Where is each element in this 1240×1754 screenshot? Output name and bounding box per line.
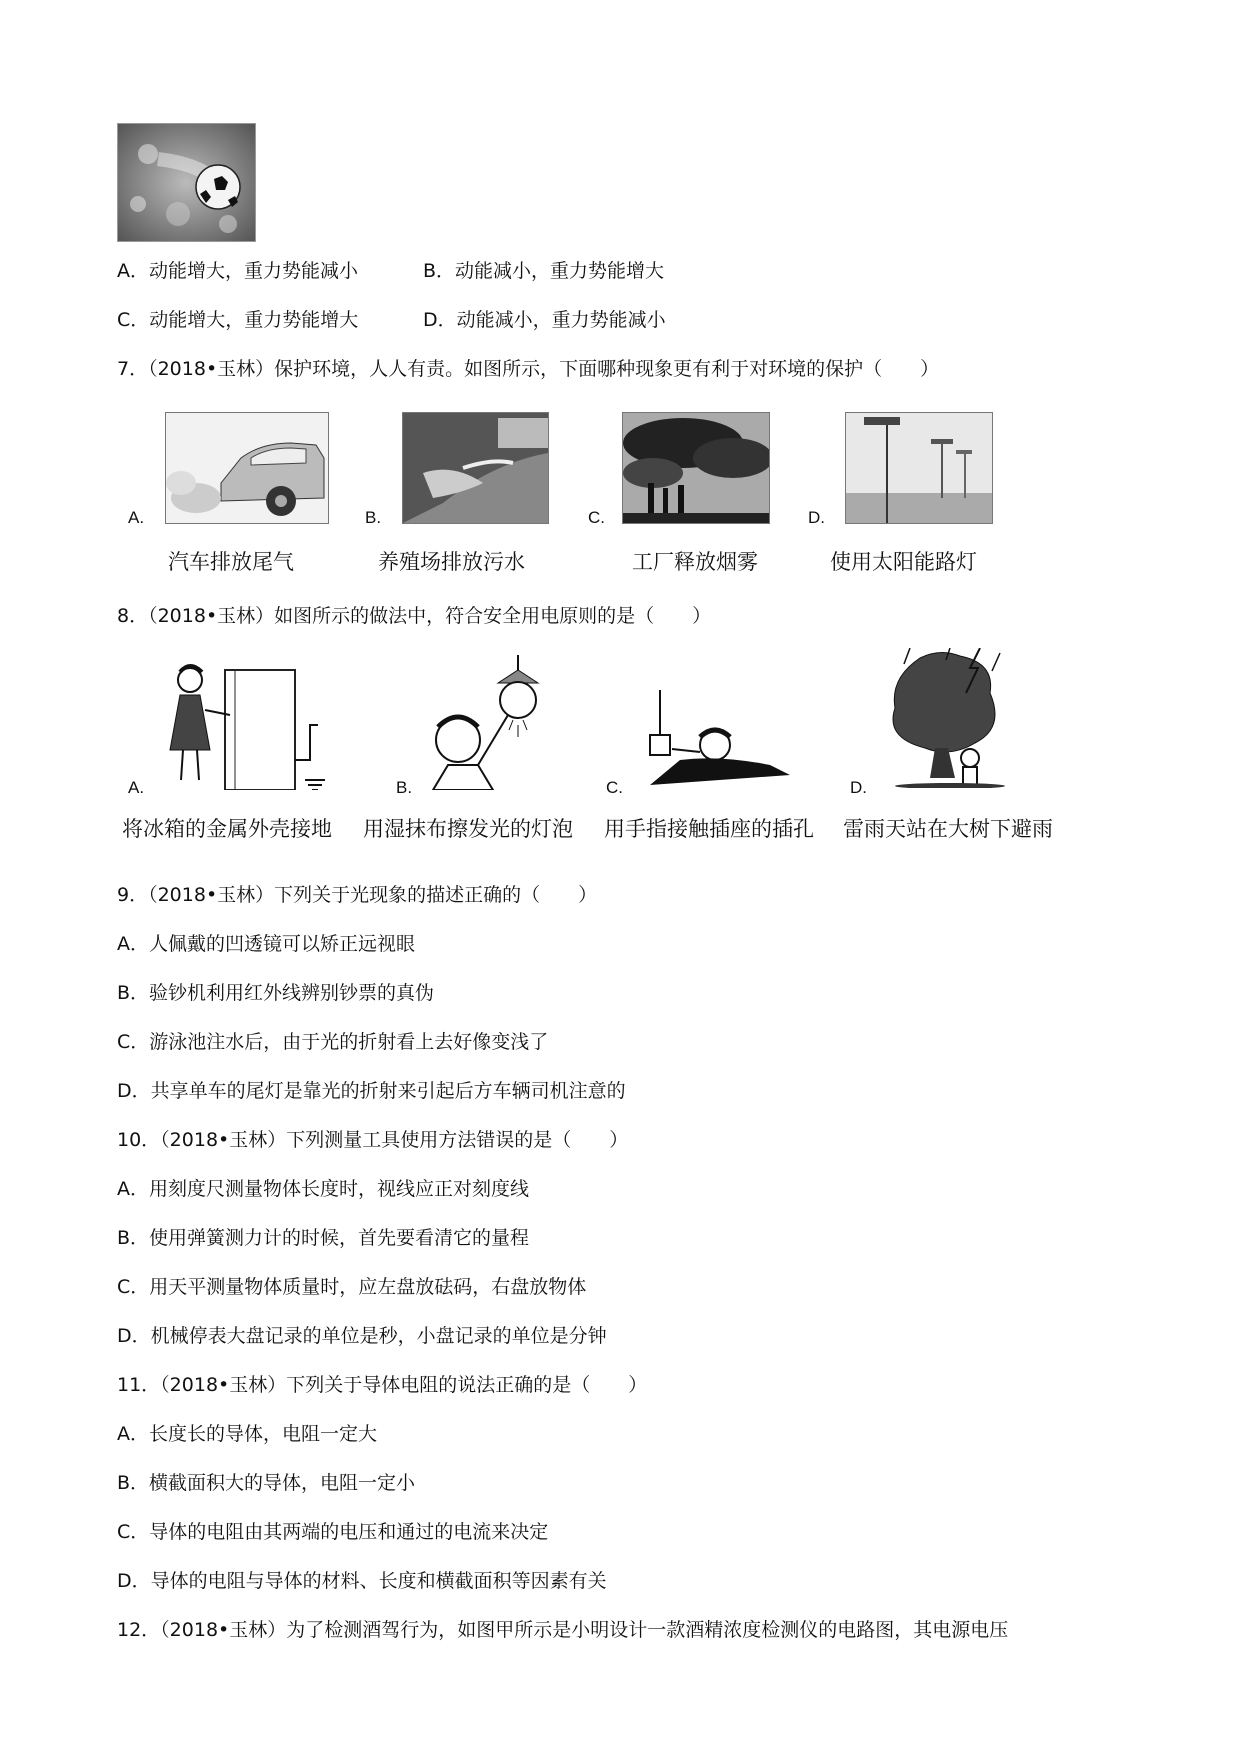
q8-figure-d[interactable]	[880, 648, 1020, 788]
q7-figure-a-letter: A.	[128, 508, 145, 527]
q8-stem: 8．（2018•玉林）如图所示的做法中，符合安全用电原则的是（ ）	[117, 605, 712, 627]
q8-figure-a[interactable]	[155, 660, 330, 790]
q7-figure-c[interactable]	[622, 412, 770, 524]
q8-figure-c-caption: 用手指接触插座的插孔	[604, 817, 814, 841]
q7-figure-c-letter: C.	[588, 508, 605, 527]
q10-option-d[interactable]: D．机械停表大盘记录的单位是秒，小盘记录的单位是分钟	[117, 1325, 607, 1347]
q10-stem: 10．（2018•玉林）下列测量工具使用方法错误的是（ ）	[117, 1129, 629, 1151]
q7-figure-d-letter: D.	[808, 508, 825, 527]
fridge-ground-icon	[155, 660, 330, 790]
q6-options-row2	[117, 307, 666, 333]
q9-option-c[interactable]: C．游泳池注水后，由于光的折射看上去好像变浅了	[117, 1031, 549, 1053]
q7-figure-d[interactable]	[845, 412, 993, 524]
finger-socket-icon	[640, 690, 790, 790]
soccer-ball-icon	[118, 124, 255, 241]
q8-figure-c[interactable]	[640, 690, 790, 790]
q8-figure-a-letter: A.	[128, 778, 145, 797]
q10-option-c[interactable]: C．用天平测量物体质量时，应左盘放砝码，右盘放物体	[117, 1276, 587, 1298]
factory-smoke-icon	[623, 413, 769, 523]
q7-figure-a[interactable]	[165, 412, 329, 524]
q7-figure-a-caption: 汽车排放尾气	[168, 550, 294, 574]
q10-option-a[interactable]: A．用刻度尺测量物体长度时，视线应正对刻度线	[117, 1178, 529, 1200]
q6-option-b[interactable]: B．动能减小，重力势能增大	[423, 260, 665, 282]
q9-stem: 9．（2018•玉林）下列关于光现象的描述正确的（ ）	[117, 884, 598, 906]
tree-lightning-icon	[880, 648, 1020, 788]
q8-figure-b[interactable]	[418, 655, 578, 790]
q6-options-row1	[117, 258, 664, 284]
q8-figure-b-letter: B.	[396, 778, 413, 797]
q11-option-d[interactable]: D．导体的电阻与导体的材料、长度和横截面积等因素有关	[117, 1570, 607, 1592]
q7-figure-b[interactable]	[402, 412, 549, 524]
sewage-icon	[403, 413, 548, 523]
q7-figure-b-caption: 养殖场排放污水	[378, 550, 525, 574]
q6-option-a[interactable]: A．动能增大，重力势能减小	[117, 260, 358, 282]
q11-option-c[interactable]: C．导体的电阻由其两端的电压和通过的电流来决定	[117, 1521, 549, 1543]
q10-option-b[interactable]: B．使用弹簧测力计的时候，首先要看清它的量程	[117, 1227, 530, 1249]
solar-streetlight-icon	[846, 413, 992, 523]
q8-figure-a-caption: 将冰箱的金属外壳接地	[122, 817, 332, 841]
q11-option-b[interactable]: B．横截面积大的导体，电阻一定小	[117, 1472, 416, 1494]
q9-option-d[interactable]: D．共享单车的尾灯是靠光的折射来引起后方车辆司机注意的	[117, 1080, 626, 1102]
q12-stem: 12．（2018•玉林）为了检测酒驾行为，如图甲所示是小明设计一款酒精浓度检测仪的电路图，其电源电压	[117, 1619, 1009, 1641]
soccer-ball-image	[117, 123, 256, 242]
q7-stem: 7．（2018•玉林）保护环境，人人有责。如图所示，下面哪种现象更有利于对环境的保护（ ）	[117, 358, 940, 380]
q7-figure-d-caption: 使用太阳能路灯	[830, 550, 977, 574]
q8-figure-d-letter: D.	[850, 778, 867, 797]
q8-figure-b-caption: 用湿抹布擦发光的灯泡	[363, 817, 573, 841]
q9-option-b[interactable]: B．验钞机利用红外线辨别钞票的真伪	[117, 982, 435, 1004]
q7-figure-c-caption: 工厂释放烟雾	[632, 550, 758, 574]
q9-option-a[interactable]: A．人佩戴的凹透镜可以矫正远视眼	[117, 933, 415, 955]
q8-figure-d-caption: 雷雨天站在大树下避雨	[843, 817, 1053, 841]
q11-option-a[interactable]: A．长度长的导体，电阻一定大	[117, 1423, 377, 1445]
q7-figure-b-letter: B.	[365, 508, 382, 527]
car-exhaust-icon	[166, 413, 328, 523]
wet-cloth-bulb-icon	[418, 655, 578, 790]
q6-option-d[interactable]: D．动能减小，重力势能减小	[423, 309, 666, 331]
q8-figure-c-letter: C.	[606, 778, 623, 797]
q6-option-c[interactable]: C．动能增大，重力势能增大	[117, 309, 359, 331]
q11-stem: 11．（2018•玉林）下列关于导体电阻的说法正确的是（ ）	[117, 1374, 648, 1396]
